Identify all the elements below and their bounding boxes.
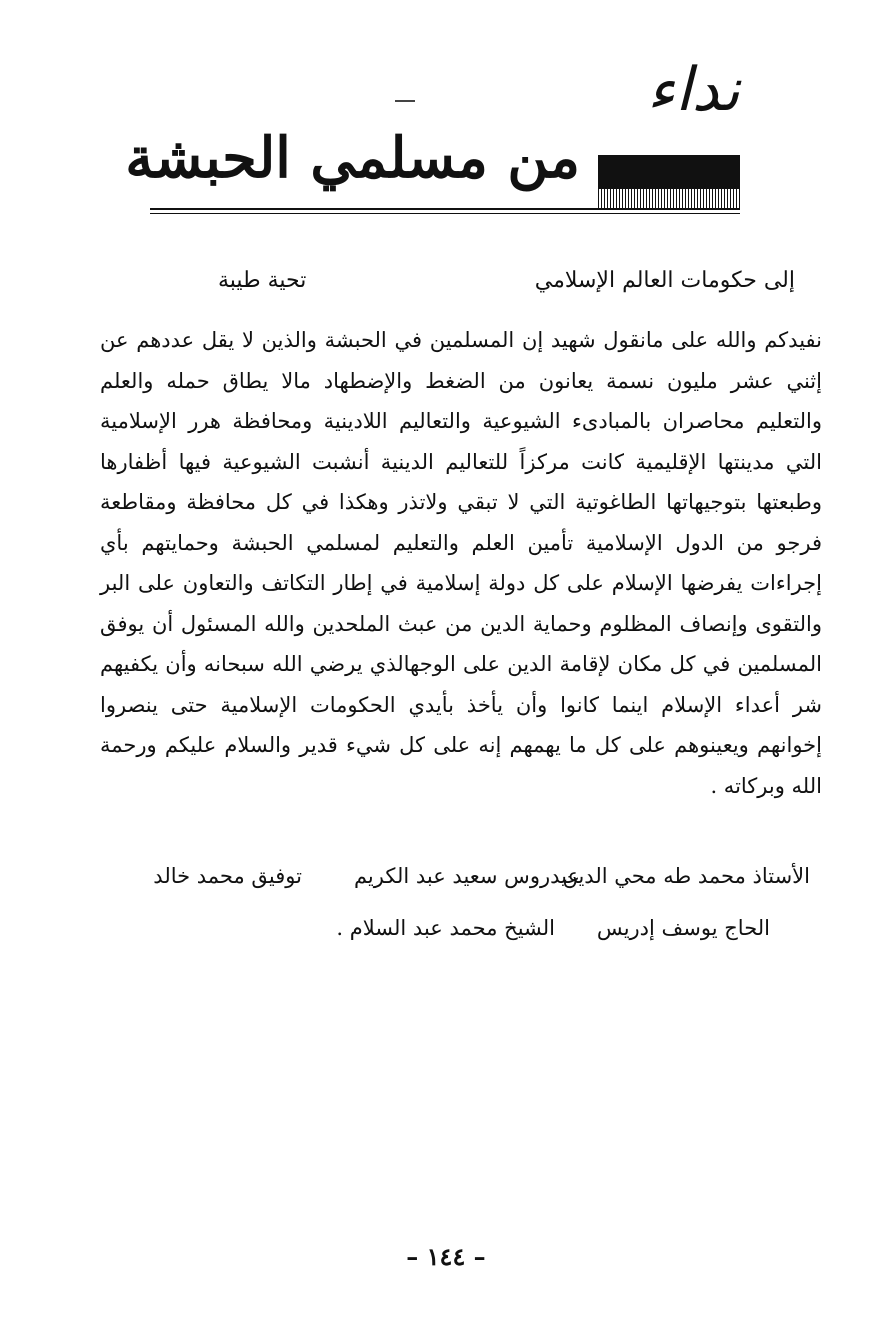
masthead-hatch-block — [598, 189, 740, 209]
letter-body: نفيدكم والله على مانقول شهيد إن المسلمين في الحبشة والذين لا يقل عددهم عن إثني عشر مليون نسمة يعانون من الضغط والإضطهاد مالا يطاق حمله والعلم والتعليم محاصران بالمبادىء الشيوعية والتعاليم اللادينية ومحافظة هرر الإسلامية التي مدينتها الإقليمية كانت مركزاً للتعاليم الدينية أنشبت الشيوعية فيها أظفارها وطبعتها بتوجيهاتها الطاغوتية التي لا تبقي ولاتذر وهكذا في كل محافظة ومقاطعة فرجو من الدول الإسلامية تأمين العلم والتعليم لمسلمي الحبشة وحمايتهم بأي إجراءات يفرضها الإسلام على كل دولة إسلامية في إطار التكاتف والتعاون على البر والتقوى وإنصاف المظلوم وحماية الدين من عبث الملحدين والله المسئول أن يوفق المسلمين في كل مكان لإقامة الدين على الوجهالذي يرضي الله سبحانه وأن يكفيهم شر أعداء الإسلام اينما كانوا وأن يأخذ بأيدي الحكومات الإسلامية حتى ينصروا إخوانهم ويعينوهم على كل ما يهمهم إنه على كل شيء قدير والسلام عليكم ورحمة الله وبركاته . — [100, 328, 822, 798]
signatory: الأستاذ محمد طه محي الدين — [562, 864, 810, 888]
masthead — [125, 55, 740, 220]
masthead-title: نداء — [646, 55, 740, 125]
masthead-black-block — [598, 155, 740, 189]
page-number: – ١٤٤ – — [406, 1242, 486, 1271]
print-speck — [395, 100, 415, 102]
masthead-rule-thin — [150, 213, 740, 214]
masthead-subtitle: من مسلمي الحبشة — [125, 125, 580, 191]
addressee: إلى حكومات العالم الإسلامي — [534, 268, 795, 293]
signatory: الشيخ محمد عبد السلام . — [336, 916, 555, 940]
masthead-rule-thick — [150, 208, 740, 210]
salutation-line — [100, 268, 795, 302]
signatory: الحاج يوسف إدريس — [596, 916, 770, 940]
greeting: تحية طيبة — [218, 268, 307, 293]
signatories-row — [110, 864, 810, 916]
signatories — [110, 864, 810, 968]
signatory: توفيق محمد خالد — [153, 864, 302, 888]
signatories-row — [110, 916, 810, 968]
signatory: عيدروس سعيد عبد الكريم — [353, 864, 580, 888]
